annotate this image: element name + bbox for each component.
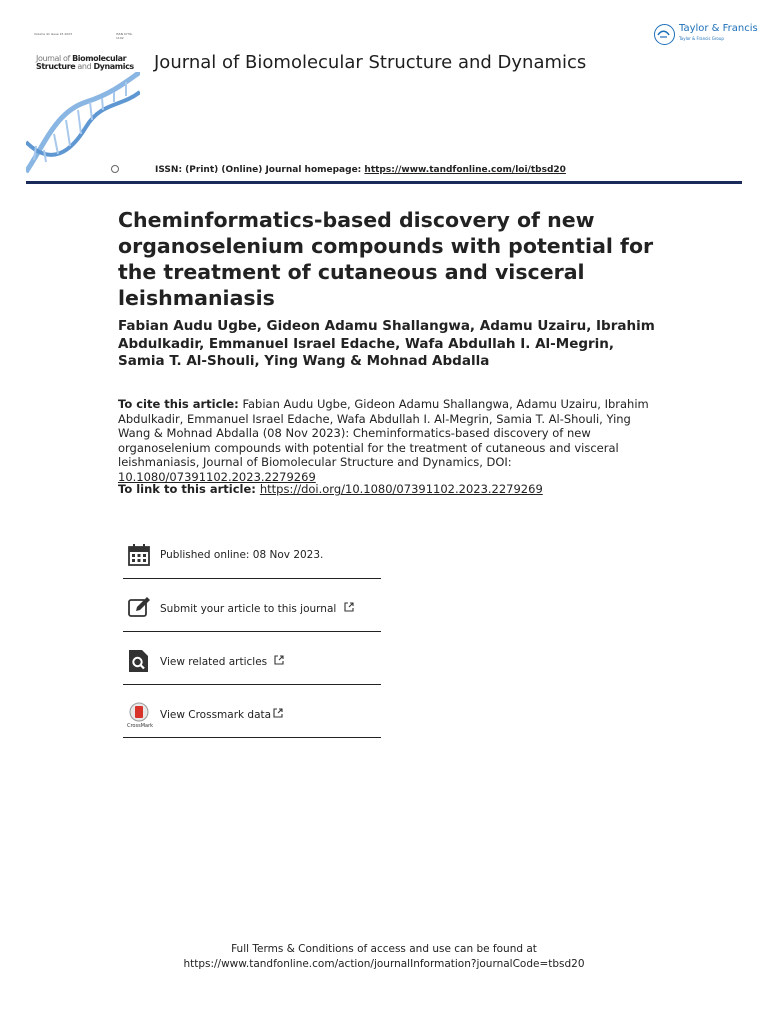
submit-article-row[interactable]	[123, 596, 381, 648]
cover-volume-text: Volume 41 Issue 15 2023	[34, 32, 72, 36]
dna-helix-image	[26, 72, 140, 176]
calendar-icon	[127, 543, 151, 567]
publisher-logo[interactable]	[654, 22, 758, 48]
crossmark-link[interactable]: View Crossmark data	[160, 708, 283, 721]
citation-text: Fabian Audu Ugbe, Gideon Adamu Shallangwa, Adamu Uzairu, Ibrahim Abdulkadir, Emmanuel Israel Edache, Wafa Abdullah I. Al-Megrin, Samia T. Al-Shouli, Ying Wang & Mohnad Abdalla (08 Nov 2023): Cheminformatics-based discovery of new organoselenium compounds with potential for the treatment of cutaneous and visceral leishmaniasis, Journal of Biomolecular Structure and Dynamics, DOI:	[118, 397, 649, 469]
external-link-icon	[344, 602, 354, 612]
footer-line1: Full Terms & Conditions of access and use can be found at	[231, 943, 537, 955]
publisher-name: Taylor & Francis	[679, 23, 758, 34]
published-online-row	[123, 543, 381, 595]
published-date-text: Published online: 08 Nov 2023.	[160, 549, 324, 561]
journal-title: Journal of Biomolecular Structure and Dynamics	[154, 52, 587, 73]
external-link-icon	[274, 655, 284, 665]
issn-label: ISSN: (Print) (Online) Journal homepage:	[155, 165, 362, 175]
header-divider	[26, 181, 742, 184]
issn-line	[155, 165, 566, 175]
article-authors: Fabian Audu Ugbe, Gideon Adamu Shallangwa, Adamu Uzairu, Ibrahim Abdulkadir, Emmanuel Israel Edache, Wafa Abdullah I. Al-Megrin, Samia T. Al-Shouli, Ying Wang & Mohnad Abdalla	[118, 318, 655, 369]
crossmark-caption: CrossMark	[127, 723, 154, 729]
row-divider	[123, 684, 381, 685]
journal-cover-thumbnail	[26, 28, 140, 180]
footer-terms	[0, 942, 768, 972]
cover-journal-name-line1: Journal of Biomolecular	[36, 54, 127, 63]
cover-issn-text: ISSN 0739-1102	[116, 32, 133, 40]
citation-label: To cite this article:	[118, 397, 239, 411]
citation-block	[118, 397, 658, 484]
related-articles-link[interactable]: View related articles	[160, 655, 284, 668]
citation-doi-link[interactable]: 10.1080/07391102.2023.2279269	[118, 469, 316, 484]
link-label: To link to this article:	[118, 482, 256, 496]
journal-homepage-link[interactable]: https://www.tandfonline.com/loi/tbsd20	[364, 165, 566, 175]
cover-journal-name-line2: Structure and Dynamics	[36, 62, 134, 71]
related-articles-row[interactable]	[123, 649, 381, 701]
publisher-group: Taylor & Francis Group	[679, 36, 724, 41]
search-document-icon	[127, 649, 151, 673]
article-link-block	[118, 482, 678, 496]
external-link-icon	[273, 708, 283, 718]
crossmark-row[interactable]	[123, 702, 381, 754]
article-doi-url-link[interactable]: https://doi.org/10.1080/07391102.2023.2279269	[259, 482, 543, 496]
footer-terms-link[interactable]: https://www.tandfonline.com/action/journalInformation?journalCode=tbsd20	[183, 958, 585, 970]
row-divider	[123, 737, 381, 738]
edit-icon	[127, 596, 151, 620]
row-divider	[123, 578, 381, 579]
cover-publisher-logo-icon	[111, 165, 119, 173]
article-title: Cheminformatics-based discovery of new organoselenium compounds with potential for the treatment of cutaneous and visceral leishmaniasis	[118, 208, 654, 310]
taylor-francis-logo-icon	[654, 24, 675, 45]
submit-article-link[interactable]: Submit your article to this journal	[160, 602, 354, 615]
row-divider	[123, 631, 381, 632]
